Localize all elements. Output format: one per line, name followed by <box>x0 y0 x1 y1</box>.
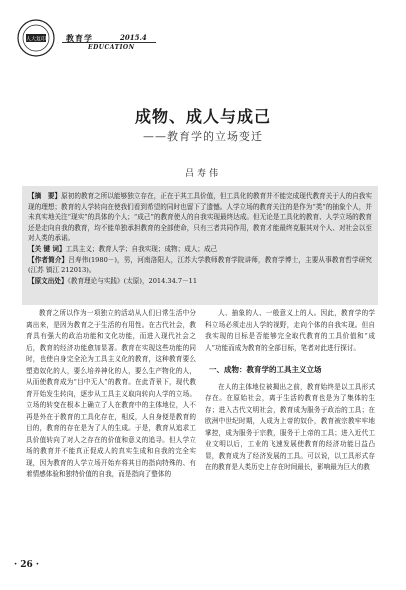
abstract-box <box>22 186 378 305</box>
header-section-en: EDUCATION <box>88 44 135 51</box>
article-title: 成物、成人与成己 <box>134 107 271 126</box>
header-section-label: 教育学 <box>66 33 93 43</box>
page-number: · 26 · <box>14 560 40 570</box>
section-heading: 一、成物：教育学的工具主义立场 <box>209 365 322 374</box>
article-subtitle: ——教育学的立场变迁 <box>143 130 263 143</box>
source-label: 【原文出处】 <box>28 276 68 285</box>
body-paragraph: 教育之所以作为一项独立的活动从人们日常生活中分离出来，是因为教育之于生活的有用性。在古代社会，教育具有强大的政治功能和文化功能，而进入现代社会之后，教育的经济功能愈加显著。教育在实现这些功能的同时，也使自身完全沦为工具主义化的教育，这种教育要么塑造奴化的人，要么培养神化的人，要么生产物化的人，从而使教育成为“目中无人”的教育。在此背景下，现代教育开始发生转向，逐步从工具主义取向转向人学的立场。立场的转变在根本上确立了人在教育中的主体地位，人不再是外在于教育的工具化存在，相反，人自身便是教育的目的，教育的存在是为了人的生成。于是，教育从追求工具价值转向了对人之存在的价值和意义的追寻。但人学立场的教育并不能真正促成人的真实生成和自我的完全实现，因为教育的人学立场开始弃将其目的指向特殊的、有着情感体验和独特价值的自我，而是指向了整体的 <box>26 309 196 478</box>
header-issue: 2015.4 <box>120 33 147 42</box>
body-column-left <box>26 308 196 481</box>
source-text: 《教育理论与实践》(太原)，2014.34.7－11 <box>67 276 198 285</box>
journal-logo-icon <box>16 18 56 58</box>
keywords-line <box>28 244 372 255</box>
svg-text:人大复印: 人大复印 <box>25 36 47 43</box>
body-paragraph: 在人的主体地位被揭出之前，教育始终是以工具形式存在。在原始社会，离于生活的教育也是为了集体的生存；进入古代文明社会，教育成为服务于政治的工具；在欧洲中世纪时期，人成为上帝的奴仆，教育被宗教牢牢地掌控，成为服务于宗教，服务于上帝的工具；进入近代工业文明以后，工业的飞速发展使教育的经济功能日益凸显，教育成为了经济发展的工具。可以说，以工具形式存在的教育是人类历史上存在时间最长，影响最为巨大的教 <box>205 382 375 471</box>
abstract-text: 原初的教育之所以能够独立存在，正在于其工具价值，但工具化的教育并不能完成现代教育关于人的自我实现的理想；教育的人学转向在使我们看到希望的同时也留下了遗憾。人学立场的教育关注的是作为“类”的抽象个人，并未真实地关注“现实”的具体的个人；“成己”的教育使人的自我实现最终达成。但无论是工具化的教育、人学立场的教育还是走向自我的教育，均不能单独承担教育的全部使命，只有三者共同作用，教育才能最终克服其对个人、对社会以至对人类的承诺。 <box>28 192 373 243</box>
body-paragraph: 人、抽象的人、一般意义上的人。因此，教育学的学科立场必须走出人学的视野，走向个体的自我实现。但自我实现的目标是否能够完全取代教育的工具价值和“成人”功能而成为教育的全部目标，笔者对此进行探讨。 <box>205 309 375 352</box>
keywords-label: 【关 键 词】 <box>28 244 66 253</box>
source-line <box>28 276 372 287</box>
author-info-line <box>28 255 372 276</box>
abstract-label: 【摘 要】 <box>28 192 62 200</box>
keywords-text: 工具主义；教育人学；自我实现；成物；成人；成己 <box>65 244 218 253</box>
author-info-text: 吕寿伟(1980－)，男，河南洛阳人，江苏大学教师教育学院讲师，教育学博士，主要从事教育哲学研究(江苏 镇江 212013)。 <box>28 255 372 275</box>
article-author: 吕寿伟 <box>184 169 221 179</box>
body-column-right <box>205 308 375 474</box>
author-info-label: 【作者简介】 <box>28 255 69 264</box>
abstract-summary <box>28 191 372 244</box>
header-rule <box>62 42 156 43</box>
